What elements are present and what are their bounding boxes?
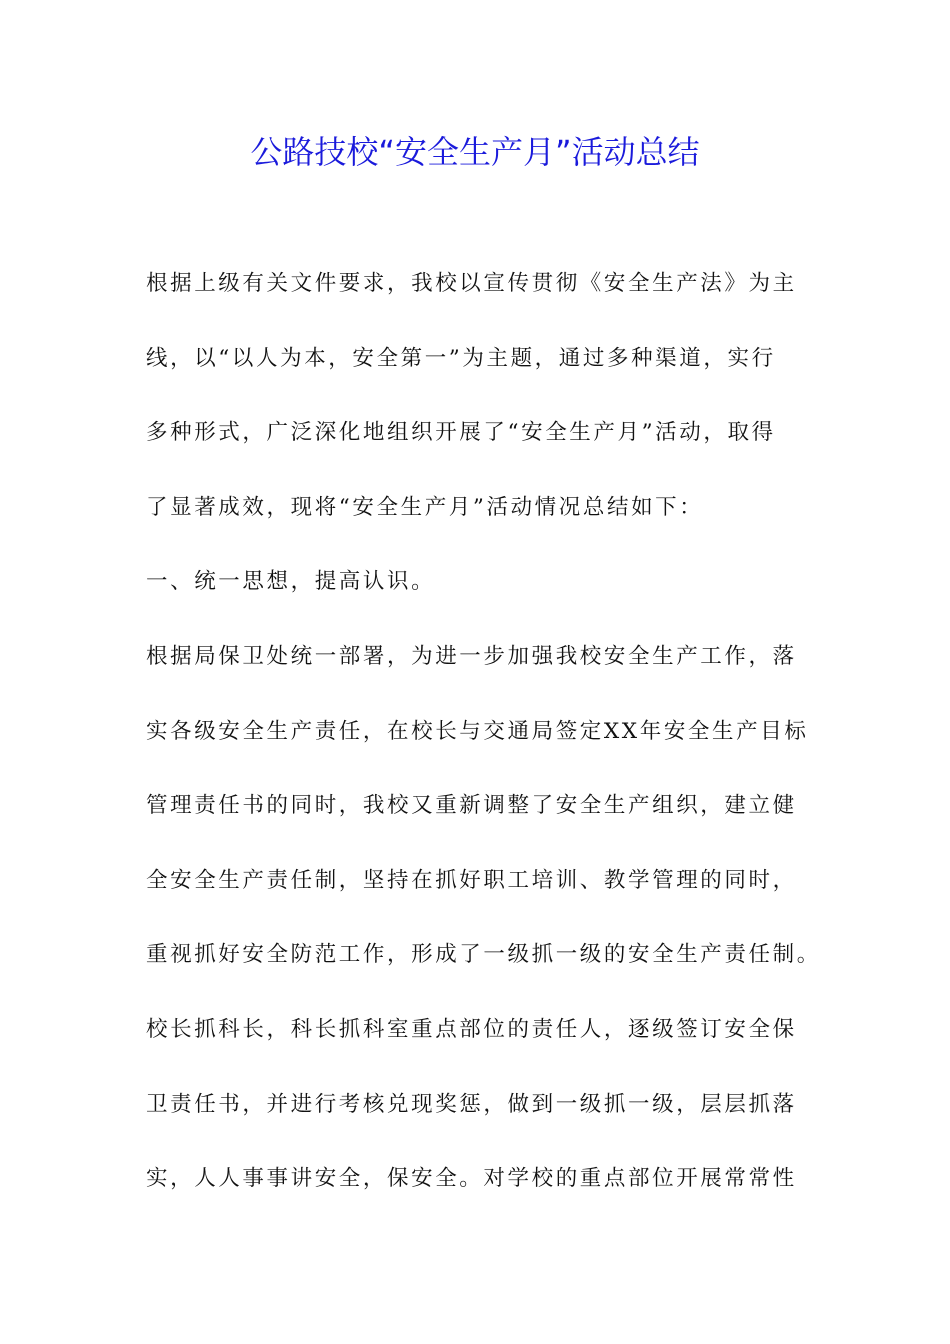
body-line-12: 卫责任书，并进行考核兑现奖惩，做到一级抓一级，层层抓落: [146, 1091, 797, 1117]
section-heading-1: 一、统一思想，提高认识。: [146, 569, 436, 595]
body-line-13: 实，人人事事讲安全，保安全。对学校的重点部位开展常常性: [146, 1166, 797, 1192]
body-line-1: 根据上级有关文件要求，我校以宣传贯彻《安全生产法》为主: [146, 271, 797, 296]
body-line-2: 线，以“以人为本，安全第一”为主题，通过多种渠道，实行: [146, 345, 776, 371]
body-line-10: 重视抓好安全防范工作，形成了一级抓一级的安全生产责任制。: [146, 942, 821, 968]
document-body: [146, 262, 836, 1232]
body-line-3: 多种形式，广泛深化地组织开展了“安全生产月”活动，取得: [146, 420, 776, 446]
body-line-11: 校长抓科长，科长抓科室重点部位的责任人，逐级签订安全保: [146, 1016, 797, 1042]
body-line-9: 全安全生产责任制，坚持在抓好职工培训、教学管理的同时，: [146, 867, 797, 893]
document-title: 公路技校“安全生产月”活动总结: [250, 133, 700, 171]
body-line-6: 根据局保卫处统一部署，为进一步加强我校安全生产工作，落: [146, 643, 797, 669]
body-line-4: 了显著成效，现将“安全生产月”活动情况总结如下：: [146, 494, 704, 520]
body-line-8: 管理责任书的同时，我校又重新调整了安全生产组织，建立健: [146, 793, 797, 819]
body-line-7: 实各级安全生产责任，在校长与交通局签定XX年安全生产目标: [146, 718, 809, 744]
